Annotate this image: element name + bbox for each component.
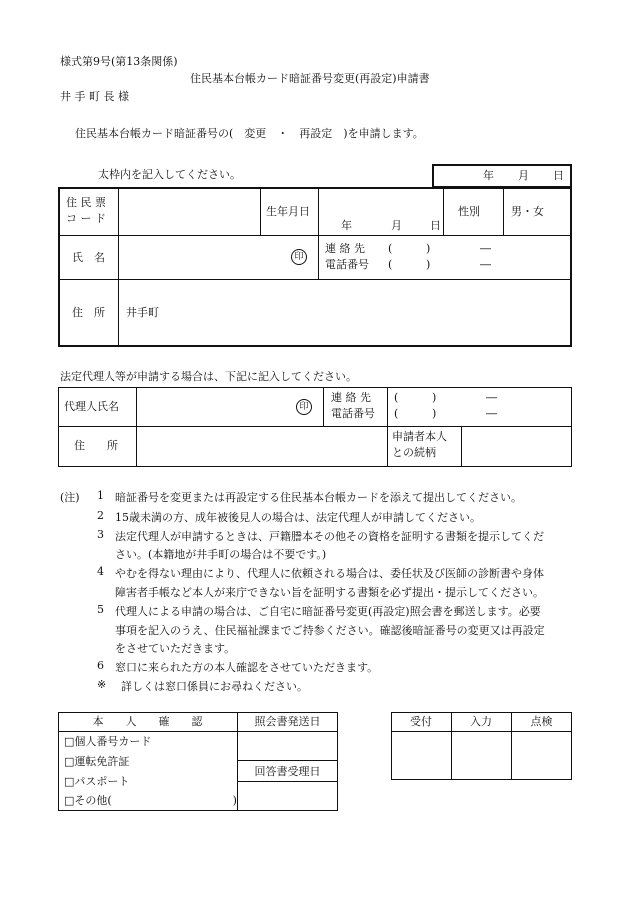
note-3-number: 3	[97, 528, 104, 541]
gender-options[interactable]: 男・女	[511, 205, 544, 218]
agent-address-label: 住 所	[74, 439, 118, 452]
notes-prefix: (注)	[60, 491, 80, 504]
phone-paren-close-2: )	[426, 258, 431, 271]
intro-text: 住民基本台帳カード暗証番号の( 変更 ・ 再設定 )を申請します。	[75, 127, 424, 140]
received-label: 受付	[410, 715, 432, 728]
agent-phone-dash-1: ―	[486, 391, 497, 404]
id-item-mynumber-card[interactable]: □個人番号カード	[64, 735, 152, 748]
birthdate-field[interactable]	[319, 188, 442, 234]
address-label: 住 所	[72, 306, 105, 319]
resident-code-field[interactable]	[119, 188, 259, 234]
applicant-instruction: 太枠内を記入してください。	[98, 168, 241, 181]
note-3a: 法定代理人が申請するときは、戸籍謄本その他その資格を証明する書類を提示してくだ	[115, 530, 544, 543]
note-4a: やむを得ない理由により、代理人に依頼される場合は、委任状及び医師の診断書や身体	[115, 567, 544, 580]
id-item-drivers-license[interactable]: □運転免許証	[64, 755, 130, 768]
date-day-label: 日	[553, 169, 564, 182]
agent-contact-label-2: 電話番号	[331, 407, 375, 420]
phone-paren-close-1: )	[426, 242, 431, 255]
note-7-mark: ※	[97, 678, 107, 691]
agent-seal-icon: 印	[296, 399, 312, 415]
inquiry-sent-label: 照会書発送日	[254, 715, 321, 728]
agent-phone-dash-2: ―	[486, 407, 497, 420]
contact-label-1: 連 絡 先	[325, 242, 365, 255]
agent-contact-label-1: 連 絡 先	[331, 391, 371, 404]
note-4-number: 4	[97, 565, 104, 578]
resident-code-label-2: コ ー ド	[66, 212, 106, 225]
relation-label-2: との続柄	[392, 446, 436, 459]
inspect-label: 点検	[530, 715, 553, 728]
phone-field[interactable]	[383, 238, 569, 276]
note-2-number: 2	[97, 509, 104, 522]
phone-paren-open-1: (	[388, 242, 393, 255]
contact-label-2: 電話番号	[325, 258, 369, 271]
relation-field[interactable]	[462, 427, 570, 466]
note-5-number: 5	[97, 603, 104, 616]
agent-phone-paren-close-2: )	[432, 407, 437, 420]
resident-code-label-1: 住 民 票	[66, 196, 106, 209]
relation-label-1: 申請者本人	[392, 430, 447, 443]
note-3b: さい。(本籍地が井手町の場合は不要です。)	[115, 548, 327, 561]
reply-received-label: 回答書受理日	[254, 765, 321, 778]
phone-paren-open-2: (	[388, 258, 393, 271]
seal-icon: 印	[291, 249, 307, 265]
form-number: 様式第9号(第13条関係)	[60, 55, 178, 68]
addressee: 井 手 町 長 様	[60, 90, 129, 103]
note-1-number: 1	[97, 489, 104, 502]
date-year-label: 年	[483, 169, 494, 182]
agent-phone-paren-open-2: (	[394, 407, 399, 420]
note-6: 窓口に来られた方の本人確認をさせていただきます。	[115, 661, 379, 674]
name-label: 氏 名	[72, 251, 105, 264]
note-5b: 事項を記入のうえ、住民福祉課までご持参ください。確認後暗証番号の変更又は再設定	[115, 624, 545, 637]
agent-phone-paren-open-1: (	[394, 391, 399, 404]
agent-phone-field[interactable]	[389, 388, 570, 425]
date-month-label: 月	[518, 169, 529, 182]
note-2: 15歳未満の方、成年被後見人の場合は、法定代理人が申請してください。	[115, 511, 481, 524]
note-7: 詳しくは窓口係員にお尋ねください。	[121, 680, 308, 693]
document-title: 住民基本台帳カード暗証番号変更(再設定)申請書	[190, 72, 430, 85]
agent-phone-paren-close-1: )	[432, 391, 437, 404]
birth-month-label: 月	[391, 219, 402, 232]
note-5c: をさせていただきます。	[115, 642, 236, 655]
agent-name-field[interactable]	[137, 388, 322, 425]
id-check-label: 本 人 確 認	[92, 715, 203, 728]
id-item-passport[interactable]: □パスポート	[64, 775, 130, 788]
name-field[interactable]	[119, 236, 317, 278]
birth-year-label: 年	[341, 219, 352, 232]
note-4b: 障害者手帳など本人が来庁できない旨を証明する書類を必ず提出・提示してください。	[115, 586, 544, 599]
note-5a: 代理人による申請の場合は、ご自宅に暗証番号変更(再設定)照会書を郵送します。必要	[115, 605, 541, 618]
phone-dash-2: ―	[480, 258, 491, 271]
gender-label: 性別	[458, 205, 480, 218]
input-label: 入力	[470, 715, 492, 728]
agent-address-field[interactable]	[137, 427, 386, 466]
birthdate-label: 生年月日	[266, 205, 310, 218]
agent-name-label: 代理人氏名	[64, 400, 119, 413]
agent-instruction: 法定代理人等が申請する場合は、下記に記入してください。	[60, 370, 357, 383]
birth-day-label: 日	[430, 219, 441, 232]
application-date-box[interactable]	[432, 164, 572, 188]
note-1: 暗証番号を変更または再設定する住民基本台帳カードを添えて提出してください。	[115, 491, 522, 504]
id-item-other[interactable]: □その他( )	[64, 794, 237, 807]
address-value[interactable]: 井手町	[126, 306, 159, 319]
note-6-number: 6	[97, 659, 104, 672]
phone-dash-1: ―	[480, 242, 491, 255]
